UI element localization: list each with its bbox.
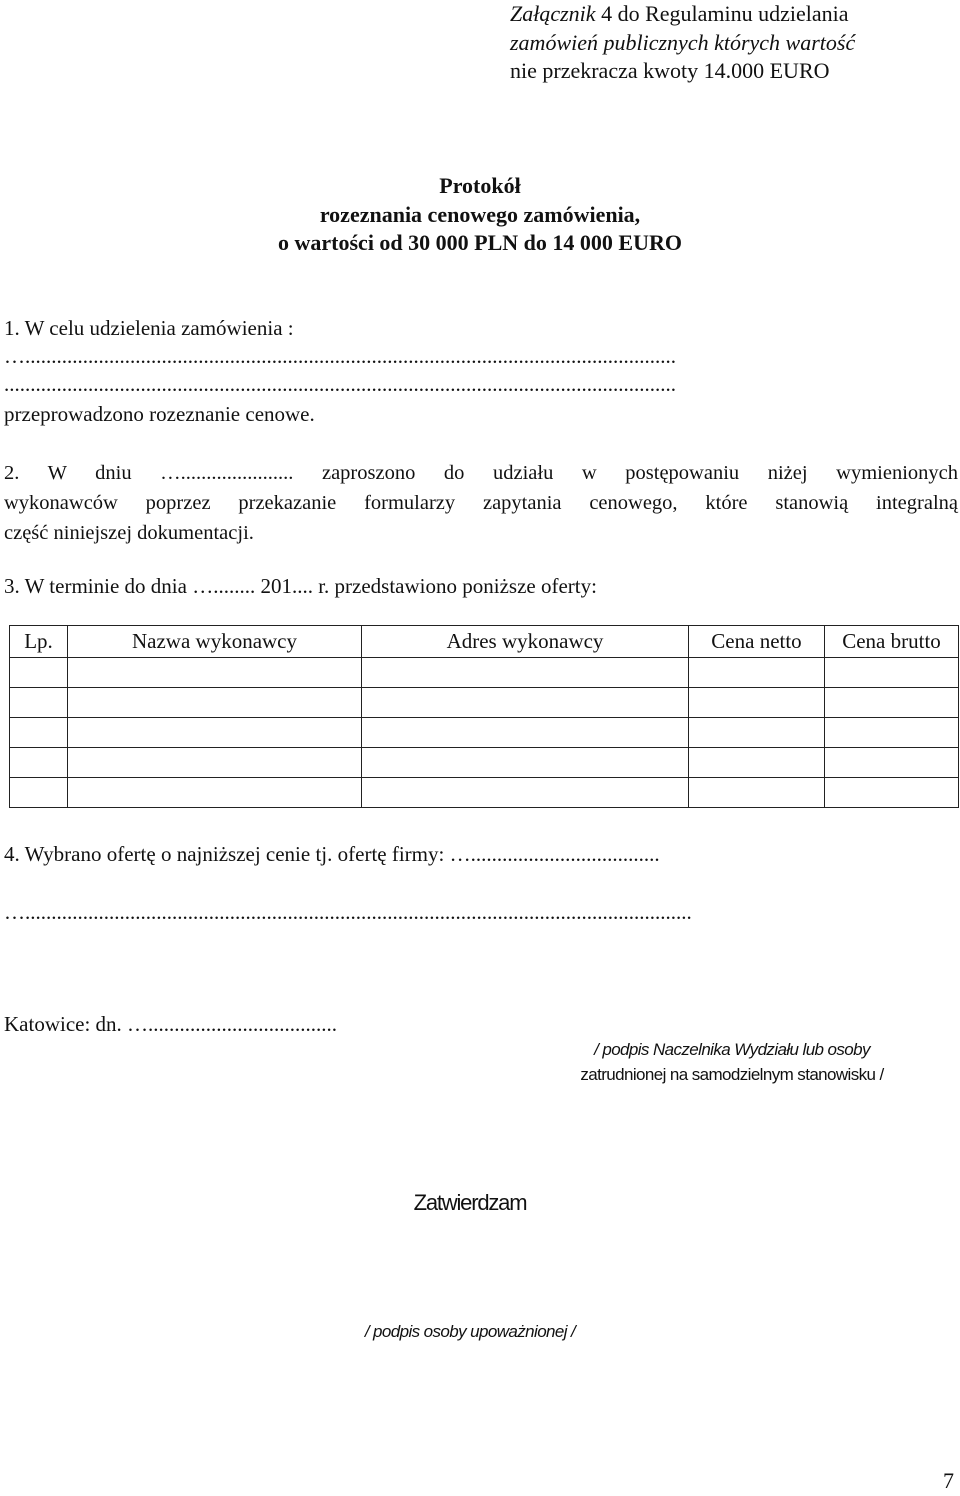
table-row bbox=[10, 688, 959, 718]
header-net-price: Cena netto bbox=[689, 626, 825, 658]
approval-label: Zatwierdzam bbox=[413, 1190, 527, 1215]
place-date: Katowice: dn. ….................................... bbox=[4, 1012, 338, 1036]
table-cell bbox=[362, 688, 689, 718]
annex-label: Załącznik bbox=[510, 1, 596, 26]
section1-dots2: ................................................................................................................................ bbox=[4, 372, 676, 396]
title-line3: o wartości od 30 000 PLN do 14 000 EURO bbox=[278, 230, 682, 255]
section1-heading: 1. W celu udzielenia zamówienia : bbox=[4, 316, 294, 340]
signature-head-label: / podpis Naczelnika Wydziału lub osoby bbox=[594, 1040, 870, 1059]
table-cell bbox=[10, 658, 68, 688]
table-row bbox=[10, 748, 959, 778]
title-line2: rozeznania cenowego zamówienia, bbox=[319, 201, 641, 227]
section1-dots1: …............................................................................................................................ bbox=[4, 344, 676, 368]
signature-head-label-2: zatrudnionej na samodzielnym stanowisku / bbox=[580, 1065, 884, 1084]
annex-line1: 4 do Regulaminu udzielania bbox=[595, 1, 849, 26]
table-cell bbox=[68, 748, 362, 778]
table-cell bbox=[689, 718, 825, 748]
section1-closing: przeprowadzono rozeznanie cenowe. bbox=[4, 402, 315, 426]
table-cell bbox=[689, 748, 825, 778]
table-cell bbox=[10, 718, 68, 748]
table-cell bbox=[10, 778, 68, 808]
table-cell bbox=[825, 658, 959, 688]
table-cell bbox=[689, 658, 825, 688]
table-cell bbox=[825, 688, 959, 718]
offers-table bbox=[9, 625, 959, 808]
section2-paragraph bbox=[4, 458, 958, 548]
section3-text: 3. W terminie do dnia …........ 201.... r. przedstawiono poniższe oferty: bbox=[4, 574, 597, 598]
table-cell bbox=[68, 718, 362, 748]
table-cell bbox=[689, 778, 825, 808]
table-cell bbox=[825, 718, 959, 748]
table-cell bbox=[68, 778, 362, 808]
table-cell bbox=[362, 778, 689, 808]
header-lp: Lp. bbox=[10, 626, 68, 658]
table-row bbox=[10, 658, 959, 688]
header-contractor-name: Nazwa wykonawcy bbox=[68, 626, 362, 658]
table-cell bbox=[68, 688, 362, 718]
section2-line2: wykonawców poprzez przekazanie formularzy zapytania cenowego, które stanowią integralną bbox=[4, 492, 958, 514]
table-cell bbox=[68, 658, 362, 688]
annex-line2: zamówień publicznych których wartość bbox=[510, 29, 856, 55]
section4-line1: 4. Wybrano ofertę o najniższej cenie tj. ofertę firmy: ….................................... bbox=[4, 842, 660, 866]
signature-authorized-label: / podpis osoby upoważnionej / bbox=[364, 1322, 576, 1341]
table-cell bbox=[362, 658, 689, 688]
table-cell bbox=[362, 718, 689, 748]
table-cell bbox=[10, 748, 68, 778]
table-cell bbox=[10, 688, 68, 718]
annex-line3: nie przekracza kwoty 14.000 EURO bbox=[510, 58, 830, 83]
section2-line1: 2. W dniu …...................... zaproszono do udziału w postępowaniu niżej wymienionych bbox=[4, 462, 958, 484]
section4-line2: …............................................................................................................................... bbox=[4, 900, 692, 924]
table-cell bbox=[362, 748, 689, 778]
header-gross-price: Cena brutto bbox=[825, 626, 959, 658]
annex-note bbox=[510, 0, 855, 86]
title-line1: Protokół bbox=[439, 173, 521, 198]
table-header-row bbox=[10, 626, 959, 658]
table-row bbox=[10, 718, 959, 748]
table-cell bbox=[825, 778, 959, 808]
table-cell bbox=[689, 688, 825, 718]
document-title bbox=[0, 172, 960, 258]
header-contractor-address: Adres wykonawcy bbox=[362, 626, 689, 658]
page-number: 7 bbox=[943, 1468, 954, 1493]
section2-line3: część niniejszej dokumentacji. bbox=[4, 522, 254, 544]
table-row bbox=[10, 778, 959, 808]
table-cell bbox=[825, 748, 959, 778]
